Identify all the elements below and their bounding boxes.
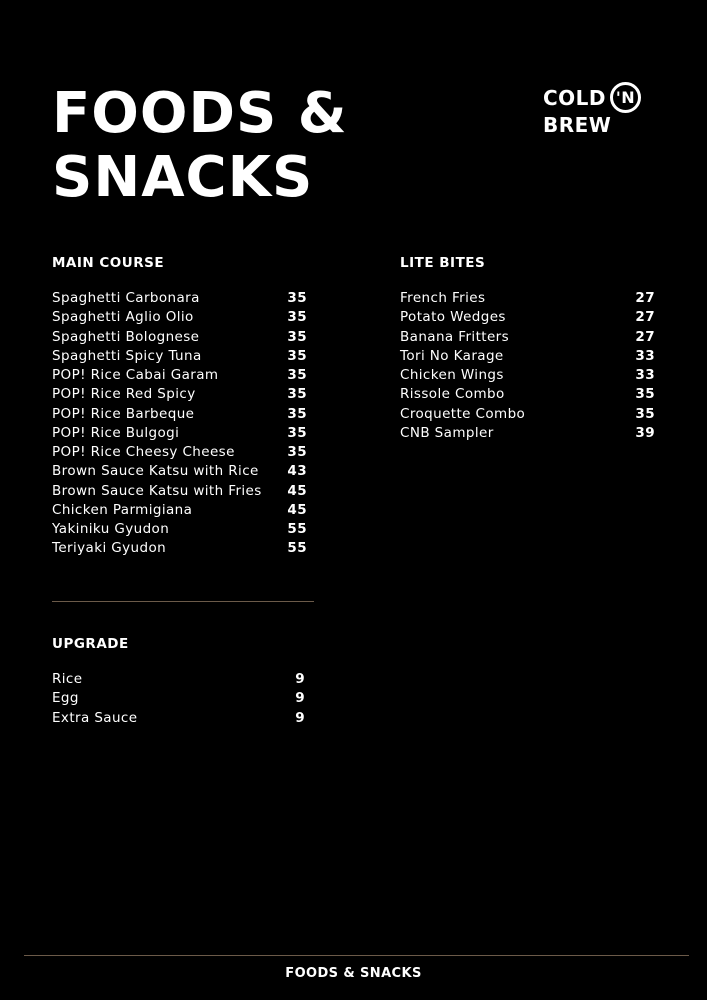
- menu-item-price: 35: [287, 424, 307, 441]
- menu-item-name: Teriyaki Gyudon: [52, 540, 167, 557]
- menu-item-price: 35: [287, 386, 307, 403]
- menu-item: [52, 482, 307, 501]
- menu-item-price: 35: [635, 386, 655, 403]
- brand-n-icon: 'N: [610, 82, 641, 113]
- menu-item: [52, 405, 307, 424]
- menu-item-name: Chicken Parmigiana: [52, 501, 193, 518]
- menu-item-name: Spaghetti Carbonara: [52, 290, 200, 306]
- section-title-upgrade: UPGRADE: [52, 636, 129, 652]
- menu-item-price: 9: [295, 671, 305, 687]
- menu-item-price: 43: [287, 463, 307, 480]
- menu-item-price: 35: [287, 405, 307, 422]
- menu-item-name: Extra Sauce: [52, 709, 138, 726]
- menu-item-price: 55: [287, 521, 307, 537]
- menu-item: [52, 328, 307, 347]
- section-title-main-course: MAIN COURSE: [52, 255, 165, 271]
- menu-item-price: 35: [287, 444, 307, 460]
- menu-item-name: Brown Sauce Katsu with Rice: [52, 463, 259, 480]
- menu-item-price: 55: [287, 540, 307, 557]
- menu-item-price: 27: [635, 290, 655, 306]
- menu-item-price: 33: [635, 367, 655, 383]
- menu-item-name: Banana Fritters: [400, 328, 510, 345]
- lite-bites-list: [400, 289, 655, 443]
- menu-item-name: Potato Wedges: [400, 309, 506, 326]
- menu-item: [52, 520, 307, 539]
- menu-item-name: POP! Rice Barbeque: [52, 405, 195, 422]
- menu-item: [52, 462, 307, 481]
- page-footer: FOODS & SNACKS: [285, 966, 422, 981]
- menu-item: [400, 328, 655, 347]
- menu-item: [52, 347, 307, 366]
- menu-item: [400, 385, 655, 404]
- menu-item-price: 35: [287, 328, 307, 345]
- menu-item: [52, 385, 307, 404]
- menu-item-name: POP! Rice Red Spicy: [52, 386, 196, 403]
- menu-item-name: Spaghetti Spicy Tuna: [52, 347, 202, 364]
- menu-item-price: 35: [287, 347, 307, 364]
- brand-logo-text-1: COLD: [543, 86, 607, 110]
- menu-item-price: 35: [287, 367, 307, 383]
- menu-item: [52, 289, 307, 308]
- upgrade-list: [52, 670, 305, 728]
- menu-item-name: CNB Sampler: [400, 424, 494, 441]
- menu-item-price: 9: [295, 709, 305, 726]
- menu-item-name: Egg: [52, 690, 79, 707]
- menu-item-name: Rice: [52, 671, 83, 687]
- menu-item-price: 35: [635, 405, 655, 422]
- menu-item-name: Tori No Karage: [400, 347, 504, 364]
- menu-item: [52, 501, 307, 520]
- menu-item-name: POP! Rice Bulgogi: [52, 424, 180, 441]
- main-course-list: [52, 289, 307, 559]
- menu-item: [52, 709, 305, 728]
- menu-item-price: 45: [287, 501, 307, 518]
- footer-divider: [24, 955, 689, 956]
- menu-item-price: 39: [635, 424, 655, 441]
- page-title-line-1: FOODS &: [52, 81, 348, 146]
- menu-item: [400, 405, 655, 424]
- menu-item: [52, 366, 307, 385]
- brand-logo-text-2: BREW: [543, 113, 612, 137]
- menu-item: [52, 539, 307, 558]
- menu-item-name: Spaghetti Bolognese: [52, 328, 200, 345]
- menu-item-name: Yakiniku Gyudon: [52, 521, 170, 537]
- page-title: [52, 82, 348, 210]
- menu-item: [400, 347, 655, 366]
- menu-item-price: 35: [287, 290, 307, 306]
- menu-item-name: Croquette Combo: [400, 405, 526, 422]
- menu-item-price: 9: [295, 690, 305, 707]
- menu-item: [400, 366, 655, 385]
- menu-item-price: 35: [287, 309, 307, 326]
- section-title-lite-bites: LITE BITES: [400, 255, 486, 271]
- menu-item: [52, 308, 307, 327]
- section-divider: [52, 601, 314, 602]
- menu-item: [52, 670, 305, 689]
- menu-item: [52, 443, 307, 462]
- menu-item-price: 27: [635, 309, 655, 326]
- menu-item-price: 45: [287, 482, 307, 499]
- menu-item-name: Spaghetti Aglio Olio: [52, 309, 194, 326]
- menu-item-name: French Fries: [400, 290, 486, 306]
- menu-item-name: Chicken Wings: [400, 367, 504, 383]
- menu-item: [400, 424, 655, 443]
- menu-item: [400, 289, 655, 308]
- menu-item-name: Rissole Combo: [400, 386, 505, 403]
- brand-logo-row-1: [543, 84, 641, 115]
- brand-logo: [543, 84, 641, 136]
- menu-item-price: 33: [635, 347, 655, 364]
- menu-item: [400, 308, 655, 327]
- page-title-line-2: SNACKS: [52, 145, 314, 210]
- menu-item-price: 27: [635, 328, 655, 345]
- menu-item-name: Brown Sauce Katsu with Fries: [52, 482, 262, 499]
- menu-item-name: POP! Rice Cheesy Cheese: [52, 444, 235, 460]
- menu-item: [52, 424, 307, 443]
- menu-item-name: POP! Rice Cabai Garam: [52, 367, 219, 383]
- menu-item: [52, 689, 305, 708]
